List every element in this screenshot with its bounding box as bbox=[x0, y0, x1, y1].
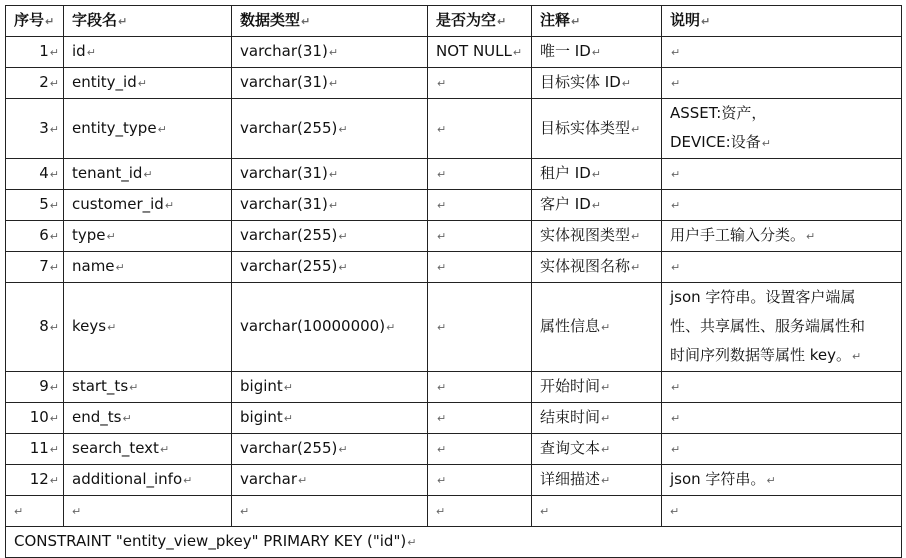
table-cell-type: varchar(255)↵ bbox=[232, 434, 428, 465]
table-cell-comment: 目标实体 ID↵ bbox=[532, 68, 662, 99]
table-cell-type: varchar(31)↵ bbox=[232, 37, 428, 68]
table-cell-comment: 目标实体类型↵ bbox=[532, 99, 662, 159]
table-cell-nullable: ↵ bbox=[428, 68, 532, 99]
table-cell-type: varchar(31)↵ bbox=[232, 159, 428, 190]
constraint-row bbox=[6, 527, 902, 558]
table-cell-type: bigint↵ bbox=[232, 403, 428, 434]
table-cell-no: 1↵ bbox=[6, 37, 64, 68]
desc-line: DEVICE:设备↵ bbox=[670, 133, 771, 151]
table-cell-field: entity_type↵ bbox=[64, 99, 232, 159]
empty-row bbox=[6, 496, 902, 527]
table-row bbox=[6, 283, 902, 372]
table-cell-no: 2↵ bbox=[6, 68, 64, 99]
table-cell-nullable: ↵ bbox=[428, 372, 532, 403]
table-cell-desc: ↵ bbox=[662, 252, 902, 283]
table-cell-type: varchar(31)↵ bbox=[232, 68, 428, 99]
table-cell-comment: 实体视图名称↵ bbox=[532, 252, 662, 283]
table-cell-comment: 开始时间↵ bbox=[532, 372, 662, 403]
table-cell-no: 8↵ bbox=[6, 283, 64, 372]
table-cell-desc: ↵ bbox=[662, 403, 902, 434]
table-cell-no: 11↵ bbox=[6, 434, 64, 465]
table-cell-nullable: ↵ bbox=[428, 403, 532, 434]
header-cell-field: 字段名↵ bbox=[64, 6, 232, 37]
table-cell-desc: ↵ bbox=[662, 190, 902, 221]
table-cell-desc bbox=[662, 283, 902, 372]
table-cell-nullable: ↵ bbox=[428, 99, 532, 159]
table-cell-type: varchar(31)↵ bbox=[232, 190, 428, 221]
table-row bbox=[6, 372, 902, 403]
table-cell-empty: ↵ bbox=[662, 496, 902, 527]
table-cell-nullable: NOT NULL↵ bbox=[428, 37, 532, 68]
table-cell-field: tenant_id↵ bbox=[64, 159, 232, 190]
table-row bbox=[6, 99, 902, 159]
table-row bbox=[6, 37, 902, 68]
table-cell-field: name↵ bbox=[64, 252, 232, 283]
table-row bbox=[6, 434, 902, 465]
table-cell-empty: ↵ bbox=[428, 496, 532, 527]
table-cell-comment: 唯一 ID↵ bbox=[532, 37, 662, 68]
table-cell-no: 4↵ bbox=[6, 159, 64, 190]
table-cell-no: 7↵ bbox=[6, 252, 64, 283]
table-cell-empty: ↵ bbox=[64, 496, 232, 527]
table-cell-nullable: ↵ bbox=[428, 252, 532, 283]
table-cell-desc: 用户手工输入分类。↵ bbox=[662, 221, 902, 252]
table-cell-field: additional_info↵ bbox=[64, 465, 232, 496]
desc-line: 性、共享属性、服务端属性和 bbox=[670, 317, 866, 335]
table-cell-comment: 查询文本↵ bbox=[532, 434, 662, 465]
table-cell-no: 3↵ bbox=[6, 99, 64, 159]
desc-line: 时间序列数据等属性 key。↵ bbox=[670, 346, 862, 364]
table-row bbox=[6, 465, 902, 496]
table-cell-field: type↵ bbox=[64, 221, 232, 252]
table-row bbox=[6, 68, 902, 99]
table-cell-comment: 属性信息↵ bbox=[532, 283, 662, 372]
table-cell-no: 12↵ bbox=[6, 465, 64, 496]
table-cell-comment: 结束时间↵ bbox=[532, 403, 662, 434]
header-cell-type: 数据类型↵ bbox=[232, 6, 428, 37]
table-cell-field: keys↵ bbox=[64, 283, 232, 372]
table-cell-nullable: ↵ bbox=[428, 190, 532, 221]
header-row bbox=[6, 6, 902, 37]
table-cell-nullable: ↵ bbox=[428, 434, 532, 465]
table-cell-empty: ↵ bbox=[232, 496, 428, 527]
table-cell-field: end_ts↵ bbox=[64, 403, 232, 434]
table-cell-desc: ↵ bbox=[662, 68, 902, 99]
table-cell-field: id↵ bbox=[64, 37, 232, 68]
table-cell-no: 10↵ bbox=[6, 403, 64, 434]
table-cell-field: start_ts↵ bbox=[64, 372, 232, 403]
table-row bbox=[6, 221, 902, 252]
table-row bbox=[6, 159, 902, 190]
table-cell-desc: json 字符串。↵ bbox=[662, 465, 902, 496]
header-cell-comment: 注释↵ bbox=[532, 6, 662, 37]
table-cell-nullable: ↵ bbox=[428, 283, 532, 372]
table-cell-type: varchar(255)↵ bbox=[232, 221, 428, 252]
table-cell-comment: 详细描述↵ bbox=[532, 465, 662, 496]
table-cell-nullable: ↵ bbox=[428, 159, 532, 190]
table-cell-comment: 实体视图类型↵ bbox=[532, 221, 662, 252]
table-cell-type: varchar(255)↵ bbox=[232, 252, 428, 283]
table-cell-nullable: ↵ bbox=[428, 465, 532, 496]
table-row bbox=[6, 403, 902, 434]
table-cell-nullable: ↵ bbox=[428, 221, 532, 252]
table-cell-field: customer_id↵ bbox=[64, 190, 232, 221]
table-cell-no: 6↵ bbox=[6, 221, 64, 252]
table-cell-desc: ↵ bbox=[662, 159, 902, 190]
table-cell-desc: ↵ bbox=[662, 372, 902, 403]
table-cell-desc: ↵ bbox=[662, 434, 902, 465]
table-cell-field: search_text↵ bbox=[64, 434, 232, 465]
desc-line: ASSET:资产， bbox=[670, 104, 767, 122]
header-cell-nullable: 是否为空↵ bbox=[428, 6, 532, 37]
table-body bbox=[6, 37, 902, 496]
table-cell-empty: ↵ bbox=[532, 496, 662, 527]
header-cell-no: 序号↵ bbox=[6, 6, 64, 37]
table-cell-no: 9↵ bbox=[6, 372, 64, 403]
table-cell-no: 5↵ bbox=[6, 190, 64, 221]
table-cell-comment: 客户 ID↵ bbox=[532, 190, 662, 221]
table-cell-empty: ↵ bbox=[6, 496, 64, 527]
table-cell-type: varchar↵ bbox=[232, 465, 428, 496]
table-cell-desc bbox=[662, 99, 902, 159]
table-cell-desc: ↵ bbox=[662, 37, 902, 68]
table-cell-type: varchar(255)↵ bbox=[232, 99, 428, 159]
header-cell-desc: 说明↵ bbox=[662, 6, 902, 37]
table-cell-comment: 租户 ID↵ bbox=[532, 159, 662, 190]
constraint-cell: CONSTRAINT "entity_view_pkey" PRIMARY KEY ("id")↵ bbox=[6, 527, 902, 558]
desc-line: json 字符串。设置客户端属 bbox=[670, 288, 856, 306]
table-cell-type: bigint↵ bbox=[232, 372, 428, 403]
schema-table bbox=[5, 5, 902, 558]
table-row bbox=[6, 252, 902, 283]
table-cell-type: varchar(10000000)↵ bbox=[232, 283, 428, 372]
table-row bbox=[6, 190, 902, 221]
table-cell-field: entity_id↵ bbox=[64, 68, 232, 99]
